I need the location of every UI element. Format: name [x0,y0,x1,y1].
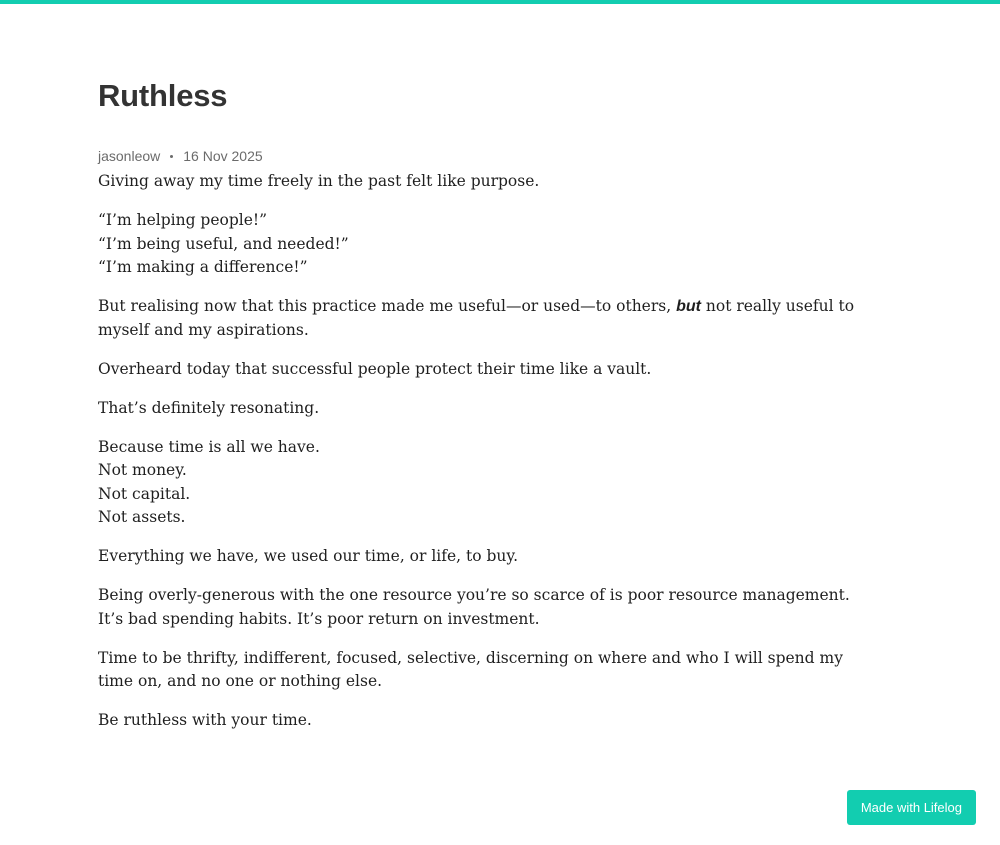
paragraph-2-line-3: “I’m making a difference!” [98,258,308,276]
made-with-lifelog-button[interactable]: Made with Lifelog [847,790,976,825]
paragraph-2-line-1: “I’m helping people!” [98,211,268,229]
post-meta [98,147,878,165]
paragraph-8: Being overly-generous with the one resource you’re so scarce of is poor resource management. It’s bad spending habits. It’s poor return on investment. [98,586,850,628]
paragraph-6-line-4: Not assets. [98,508,186,526]
paragraph-9: Time to be thrifty, indifferent, focused, selective, discerning on where and who I will spend my time on, and no one or nothing else. [98,648,843,690]
paragraph-6-line-2: Not money. [98,461,187,479]
meta-separator-dot [170,155,173,158]
paragraph-1: Giving away my time freely in the past felt like purpose. [98,172,540,190]
post-date: 16 Nov 2025 [183,148,263,164]
paragraph-10: Be ruthless with your time. [98,711,312,729]
post-title: Ruthless [98,78,228,113]
paragraph-7: Everything we have, we used our time, or life, to buy. [98,547,519,565]
paragraph-6 [98,436,878,530]
paragraph-6-line-1: Because time is all we have. [98,437,320,456]
post-content [98,170,878,733]
paragraph-5: That’s definitely resonating. [98,398,320,417]
paragraph-2 [98,209,878,280]
top-accent-bar [0,0,1000,4]
paragraph-3-emphasis: but [676,298,701,315]
paragraph-3 [98,295,878,342]
paragraph-3-after: not really useful to myself and my aspirations. [98,297,855,339]
paragraph-6-line-3: Not capital. [98,484,191,503]
paragraph-2-line-2: “I’m being useful, and needed!” [98,234,349,253]
post-author[interactable]: jasonleow [98,148,161,164]
paragraph-3-before: But realising now that this practice made me useful—or used—to others, [98,297,677,315]
article [98,76,878,748]
paragraph-4: Overheard today that successful people protect their time like a vault. [98,359,652,378]
